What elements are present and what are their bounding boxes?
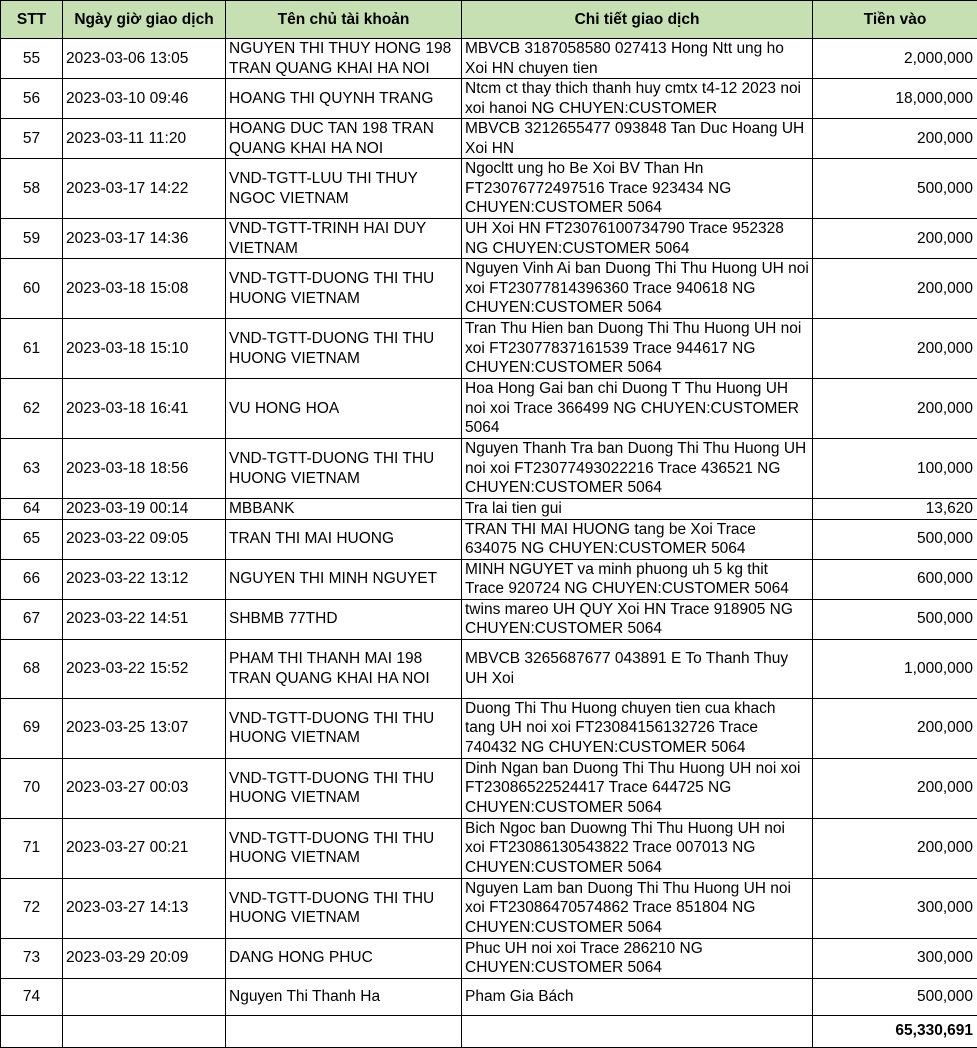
cell-account: VND-TGTT-DUONG THI THU HUONG VIETNAM xyxy=(226,439,462,499)
cell-account: SHBMB 77THD xyxy=(226,599,462,639)
cell-details: Nguyen Thanh Tra ban Duong Thi Thu Huong UH noi xoi FT23077493022216 Trace 436521 NG CHUYEN:CUSTOMER 5064 xyxy=(462,439,813,499)
table-row xyxy=(1,379,977,439)
total-empty-datetime xyxy=(63,1015,226,1047)
cell-amount: 500,000 xyxy=(813,599,977,639)
cell-details: TRAN THI MAI HUONG tang be Xoi Trace 634075 NG CHUYEN:CUSTOMER 5064 xyxy=(462,519,813,559)
cell-amount: 1,000,000 xyxy=(813,639,977,698)
cell-amount: 200,000 xyxy=(813,379,977,439)
header-datetime: Ngày giờ giao dịch xyxy=(63,1,226,39)
cell-datetime: 2023-03-22 15:52 xyxy=(63,639,226,698)
cell-datetime: 2023-03-17 14:36 xyxy=(63,219,226,259)
cell-amount: 500,000 xyxy=(813,978,977,1015)
cell-datetime: 2023-03-11 11:20 xyxy=(63,119,226,159)
cell-account: NGUYEN THI THUY HONG 198 TRAN QUANG KHAI HA NOI xyxy=(226,39,462,79)
cell-datetime: 2023-03-27 14:13 xyxy=(63,878,226,938)
cell-account: VND-TGTT-DUONG THI THU HUONG VIETNAM xyxy=(226,698,462,758)
cell-details: Pham Gia Bách xyxy=(462,978,813,1015)
table-row xyxy=(1,119,977,159)
table-row xyxy=(1,559,977,599)
cell-datetime: 2023-03-29 20:09 xyxy=(63,938,226,978)
cell-details: Ntcm ct thay thich thanh huy cmtx t4-12 2023 noi xoi hanoi NG CHUYEN:CUSTOMER xyxy=(462,79,813,119)
cell-stt: 70 xyxy=(1,758,63,818)
table-row xyxy=(1,79,977,119)
table-row xyxy=(1,39,977,79)
cell-details: MBVCB 3265687677 043891 E To Thanh Thuy UH Xoi xyxy=(462,639,813,698)
cell-account: Nguyen Thi Thanh Ha xyxy=(226,978,462,1015)
cell-stt: 55 xyxy=(1,39,63,79)
table-row xyxy=(1,818,977,878)
cell-details: Tran Thu Hien ban Duong Thi Thu Huong UH noi xoi FT23077837161539 Trace 944617 NG CHUYEN:CUSTOMER 5064 xyxy=(462,319,813,379)
cell-amount: 600,000 xyxy=(813,559,977,599)
cell-amount: 2,000,000 xyxy=(813,39,977,79)
cell-amount: 200,000 xyxy=(813,698,977,758)
cell-datetime: 2023-03-10 09:46 xyxy=(63,79,226,119)
table-row xyxy=(1,499,977,520)
table-row xyxy=(1,519,977,559)
table-row xyxy=(1,219,977,259)
header-account: Tên chủ tài khoản xyxy=(226,1,462,39)
header-row xyxy=(1,1,977,39)
cell-details: MBVCB 3212655477 093848 Tan Duc Hoang UH Xoi HN xyxy=(462,119,813,159)
table-row xyxy=(1,978,977,1015)
cell-datetime: 2023-03-17 14:22 xyxy=(63,159,226,219)
cell-stt: 59 xyxy=(1,219,63,259)
cell-details: Nguyen Vinh Ai ban Duong Thi Thu Huong UH noi xoi FT23077814396360 Trace 940618 NG CHUYEN:CUSTOMER 5064 xyxy=(462,259,813,319)
cell-datetime: 2023-03-18 18:56 xyxy=(63,439,226,499)
cell-account: VU HONG HOA xyxy=(226,379,462,439)
cell-details: Ngocltt ung ho Be Xoi BV Than Hn FT23076772497516 Trace 923434 NG CHUYEN:CUSTOMER 5064 xyxy=(462,159,813,219)
cell-account: TRAN THI MAI HUONG xyxy=(226,519,462,559)
table-row xyxy=(1,599,977,639)
cell-stt: 62 xyxy=(1,379,63,439)
cell-account: DANG HONG PHUC xyxy=(226,938,462,978)
cell-amount: 200,000 xyxy=(813,219,977,259)
cell-details: Nguyen Lam ban Duong Thi Thu Huong UH noi xoi FT23086470574862 Trace 851804 NG CHUYEN:CUSTOMER 5064 xyxy=(462,878,813,938)
cell-stt: 68 xyxy=(1,639,63,698)
cell-stt: 56 xyxy=(1,79,63,119)
cell-details: MBVCB 3187058580 027413 Hong Ntt ung ho Xoi HN chuyen tien xyxy=(462,39,813,79)
cell-datetime: 2023-03-22 13:12 xyxy=(63,559,226,599)
cell-stt: 73 xyxy=(1,938,63,978)
cell-amount: 200,000 xyxy=(813,319,977,379)
cell-datetime xyxy=(63,978,226,1015)
cell-account: VND-TGTT-DUONG THI THU HUONG VIETNAM xyxy=(226,758,462,818)
cell-stt: 61 xyxy=(1,319,63,379)
cell-account: VND-TGTT-TRINH HAI DUY VIETNAM xyxy=(226,219,462,259)
cell-datetime: 2023-03-18 15:08 xyxy=(63,259,226,319)
cell-amount: 100,000 xyxy=(813,439,977,499)
table-row xyxy=(1,259,977,319)
cell-datetime: 2023-03-22 14:51 xyxy=(63,599,226,639)
table-row xyxy=(1,758,977,818)
cell-datetime: 2023-03-25 13:07 xyxy=(63,698,226,758)
cell-details: Dinh Ngan ban Duong Thi Thu Huong UH noi xoi FT23086522524417 Trace 644725 NG CHUYEN:CUSTOMER 5064 xyxy=(462,758,813,818)
cell-account: PHAM THI THANH MAI 198 TRAN QUANG KHAI HA NOI xyxy=(226,639,462,698)
cell-details: UH Xoi HN FT23076100734790 Trace 952328 NG CHUYEN:CUSTOMER 5064 xyxy=(462,219,813,259)
cell-details: Bich Ngoc ban Duowng Thi Thu Huong UH noi xoi FT23086130543822 Trace 007013 NG CHUYEN:CUSTOMER 5064 xyxy=(462,818,813,878)
cell-datetime: 2023-03-22 09:05 xyxy=(63,519,226,559)
cell-account: VND-TGTT-LUU THI THUY NGOC VIETNAM xyxy=(226,159,462,219)
cell-stt: 69 xyxy=(1,698,63,758)
cell-details: Tra lai tien gui xyxy=(462,499,813,520)
cell-stt: 65 xyxy=(1,519,63,559)
header-stt: STT xyxy=(1,1,63,39)
cell-details: Duong Thi Thu Huong chuyen tien cua khach tang UH noi xoi FT23084156132726 Trace 740432 NG CHUYEN:CUSTOMER 5064 xyxy=(462,698,813,758)
cell-details: MINH NGUYET va minh phuong uh 5 kg thit Trace 920724 NG CHUYEN:CUSTOMER 5064 xyxy=(462,559,813,599)
cell-account: NGUYEN THI MINH NGUYET xyxy=(226,559,462,599)
header-details: Chi tiết giao dịch xyxy=(462,1,813,39)
cell-details: twins mareo UH QUY Xoi HN Trace 918905 NG CHUYEN:CUSTOMER 5064 xyxy=(462,599,813,639)
cell-datetime: 2023-03-19 00:14 xyxy=(63,499,226,520)
cell-datetime: 2023-03-27 00:21 xyxy=(63,818,226,878)
total-row xyxy=(1,1015,977,1047)
cell-amount: 200,000 xyxy=(813,119,977,159)
table-row xyxy=(1,159,977,219)
cell-details: Hoa Hong Gai ban chi Duong T Thu Huong UH noi xoi Trace 366499 NG CHUYEN:CUSTOMER 5064 xyxy=(462,379,813,439)
cell-account: VND-TGTT-DUONG THI THU HUONG VIETNAM xyxy=(226,878,462,938)
cell-stt: 72 xyxy=(1,878,63,938)
cell-details: Phuc UH noi xoi Trace 286210 NG CHUYEN:CUSTOMER 5064 xyxy=(462,938,813,978)
cell-amount: 300,000 xyxy=(813,878,977,938)
cell-amount: 500,000 xyxy=(813,519,977,559)
total-empty-stt xyxy=(1,1015,63,1047)
table-row xyxy=(1,639,977,698)
table-row xyxy=(1,878,977,938)
cell-account: VND-TGTT-DUONG THI THU HUONG VIETNAM xyxy=(226,818,462,878)
cell-stt: 67 xyxy=(1,599,63,639)
cell-datetime: 2023-03-18 15:10 xyxy=(63,319,226,379)
table-row xyxy=(1,319,977,379)
cell-stt: 58 xyxy=(1,159,63,219)
cell-datetime: 2023-03-06 13:05 xyxy=(63,39,226,79)
header-amount: Tiền vào xyxy=(813,1,977,39)
cell-amount: 200,000 xyxy=(813,259,977,319)
total-empty-details xyxy=(462,1015,813,1047)
cell-datetime: 2023-03-27 00:03 xyxy=(63,758,226,818)
table-row xyxy=(1,439,977,499)
cell-amount: 300,000 xyxy=(813,938,977,978)
table-row xyxy=(1,938,977,978)
cell-stt: 57 xyxy=(1,119,63,159)
cell-amount: 200,000 xyxy=(813,758,977,818)
cell-account: VND-TGTT-DUONG THI THU HUONG VIETNAM xyxy=(226,259,462,319)
cell-stt: 64 xyxy=(1,499,63,520)
cell-account: HOANG DUC TAN 198 TRAN QUANG KHAI HA NOI xyxy=(226,119,462,159)
cell-account: MBBANK xyxy=(226,499,462,520)
cell-stt: 63 xyxy=(1,439,63,499)
cell-stt: 60 xyxy=(1,259,63,319)
cell-amount: 500,000 xyxy=(813,159,977,219)
cell-datetime: 2023-03-18 16:41 xyxy=(63,379,226,439)
total-empty-account xyxy=(226,1015,462,1047)
cell-stt: 74 xyxy=(1,978,63,1015)
table-row xyxy=(1,698,977,758)
total-amount: 65,330,691 xyxy=(813,1015,977,1047)
cell-account: VND-TGTT-DUONG THI THU HUONG VIETNAM xyxy=(226,319,462,379)
cell-stt: 66 xyxy=(1,559,63,599)
cell-account: HOANG THI QUYNH TRANG xyxy=(226,79,462,119)
cell-amount: 13,620 xyxy=(813,499,977,520)
cell-amount: 18,000,000 xyxy=(813,79,977,119)
cell-amount: 200,000 xyxy=(813,818,977,878)
cell-stt: 71 xyxy=(1,818,63,878)
